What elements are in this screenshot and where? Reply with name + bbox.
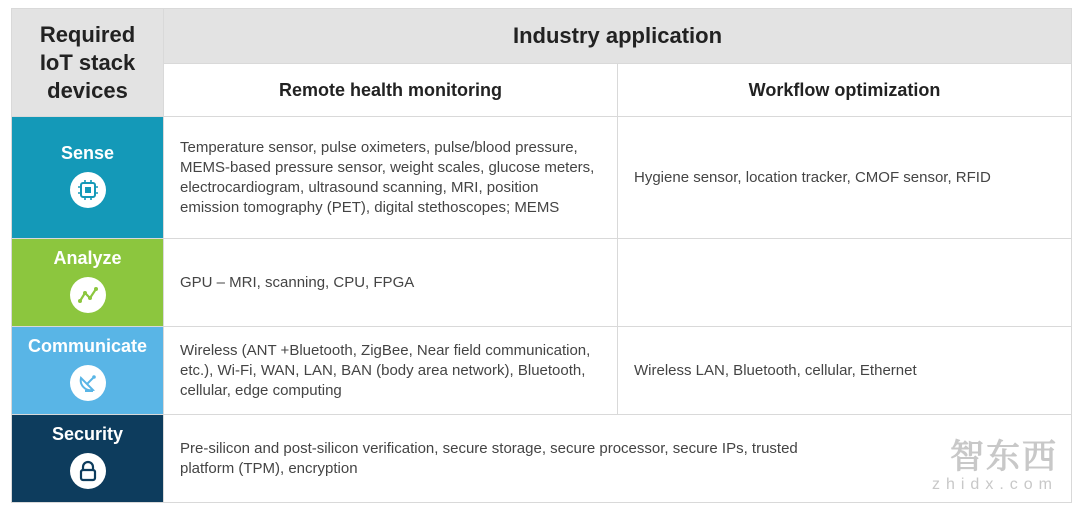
- security-remote-health-cell: Pre-silicon and post-silicon verification, secure storage, secure processor, secure IPs, trusted platform (TPM), encryption: [164, 415, 1072, 503]
- category-label: Communicate: [27, 335, 148, 356]
- row-sense: [12, 117, 1072, 239]
- category-label: Sense: [60, 142, 115, 163]
- category-label: Security: [51, 423, 124, 444]
- iot-stack-table-container: [11, 8, 1071, 501]
- satellite-dish-icon: [70, 365, 106, 401]
- chip-icon: [70, 172, 106, 208]
- watermark-text: 智东西: [950, 438, 1058, 476]
- lock-icon: [70, 453, 106, 489]
- header-iot-stack-devices: Required IoT stack devices: [12, 9, 164, 117]
- category-label: Analyze: [53, 247, 122, 268]
- analyze-workflow-cell: [618, 239, 1072, 327]
- row-analyze: [12, 239, 1072, 327]
- row-communicate: [12, 327, 1072, 415]
- analyze-remote-health-cell: GPU – MRI, scanning, CPU, FPGA: [164, 239, 618, 327]
- communicate-remote-health-cell: Wireless (ANT +Bluetooth, ZigBee, Near field communication, etc.), Wi-Fi, WAN, LAN, BAN (body area network), Bluetooth, cellular, edge computing: [164, 327, 618, 415]
- subheader-row: [12, 64, 1072, 117]
- category-security: [12, 415, 164, 503]
- category-communicate: [12, 327, 164, 415]
- row-security: [12, 415, 1072, 503]
- watermark-url: zhidx.com: [931, 476, 1058, 493]
- header-industry-application: Industry application: [164, 9, 1072, 64]
- watermark: [932, 439, 1058, 495]
- line-chart-icon: [70, 277, 106, 313]
- header-remote-health-monitoring: Remote health monitoring: [164, 64, 618, 117]
- iot-stack-table: [11, 8, 1072, 503]
- header-row: [12, 9, 1072, 64]
- category-analyze: [12, 239, 164, 327]
- category-sense: [12, 117, 164, 239]
- communicate-workflow-cell: Wireless LAN, Bluetooth, cellular, Ethernet: [618, 327, 1072, 415]
- sense-remote-health-cell: Temperature sensor, pulse oximeters, pulse/blood pressure, MEMS-based pressure sensor, weight scales, glucose meters, electrocardiogram, ultrasound scanning, MRI, position emission tomography (PET), digital stethoscopes; MEMS: [164, 117, 618, 239]
- sense-workflow-cell: Hygiene sensor, location tracker, CMOF sensor, RFID: [618, 117, 1072, 239]
- header-workflow-optimization: Workflow optimization: [618, 64, 1072, 117]
